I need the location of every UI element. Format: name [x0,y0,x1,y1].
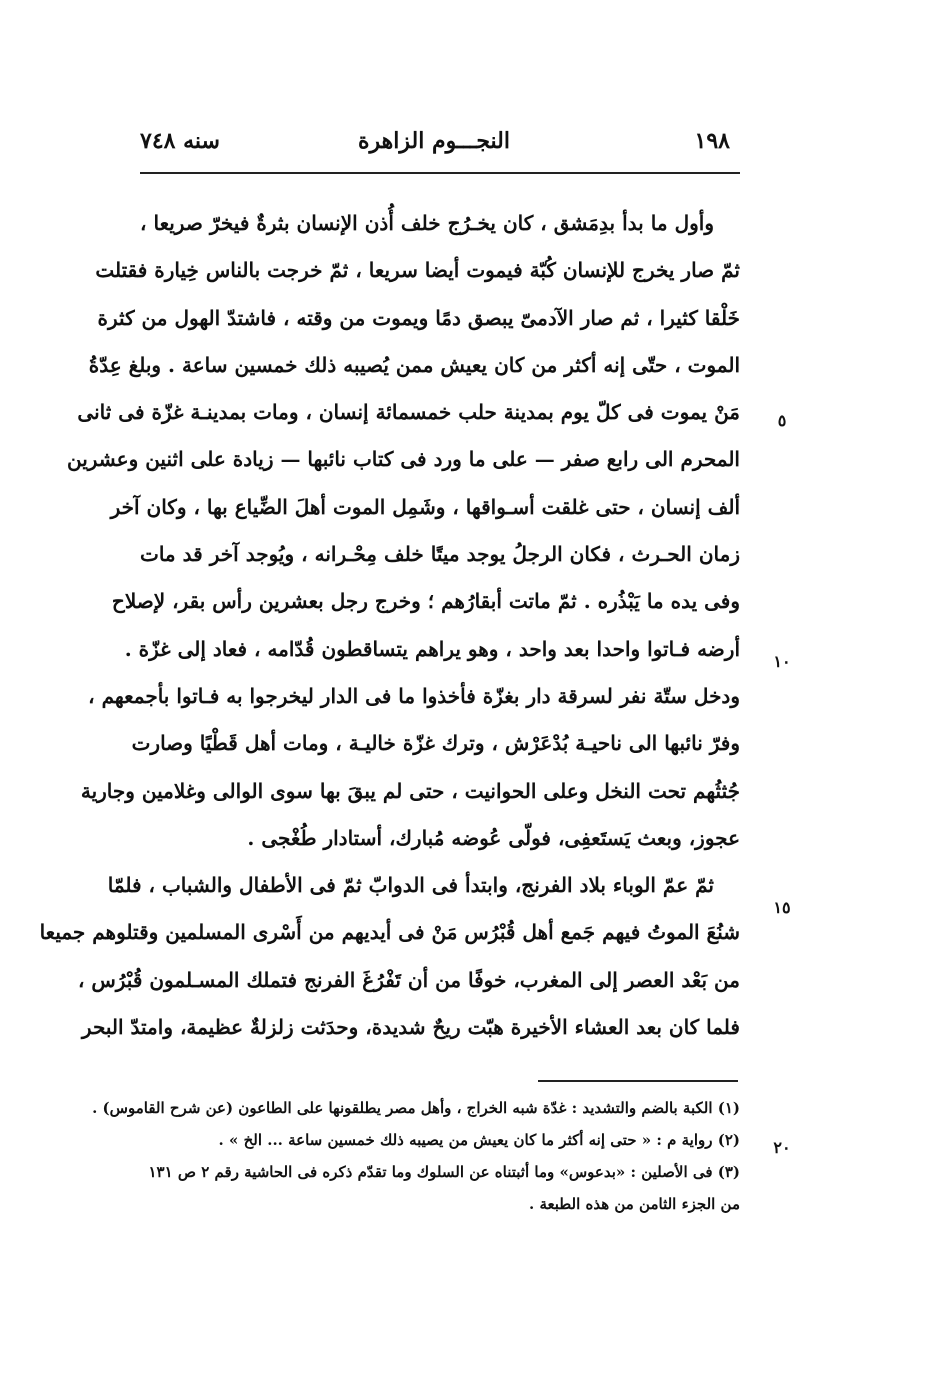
text-line: وفى يده ما يَبْذُره . ثمّ ماتت أبقارُهم ؛ وخرج رجل بعشرين رأس بقر، لإصلاح [111,589,740,614]
text-line: وفرّ نائبها الى ناحيـة بُدْعَرْش ، وترك غزّة خاليـة ، ومات أهل قَطْيًا وصارت [131,731,740,756]
footnote: (١) الكبة بالضم والتشديد : غدّة شبه الخراج ، وأهل مصر يطلقونها على الطاعون (عن شرح القاموس) . [92,1099,740,1117]
text-line: ألف إنسان ، حتى غلقت أسـواقها ، وشَمِل الموت أهلَ الضِّياع بها ، وكان آخر [110,494,740,519]
line-number-marker: ٥ [777,411,787,430]
main-text [39,200,740,1051]
text-line: خَلْقا كثيرا ، ثم صار الآدمىّ يبصق دمًا ويموت من وقته ، فاشتدّ الهول من كثرة [97,305,740,330]
text-line: الموت ، حتّى إنه أكثر من كان يعيش ممن يُصيبه ذلك خمسين ساعة . وبلغ عِدّةُ [88,352,740,377]
line-number-marker: ١٥ [773,898,791,917]
text-line: المحرم الى رابع صفر — على ما ورد فى كتاب نائبها — زيادة على اثنين وعشرين [66,447,740,472]
header-rule [140,172,740,174]
text-line: ودخل ستّة نفر لسرقة دار بغزّة فأخذوا ما فى الدار ليخرجوا به فـاتوا بأجمعهم ، [88,683,740,708]
year-label: سنه ٧٤٨ [140,128,220,154]
footnote-continuation: من الجزء الثامن من هذه الطبعة . [529,1195,740,1213]
text-line: جُثثُهم تحت النخل وعلى الحوانيت ، حتى لم يبقَ بها سوى الوالى وغلامين وجارية [80,778,740,803]
text-line: ثمّ عمّ الوباء بلاد الفرنج، وابتدأ فى الدوابّ ثمّ فى الأطفال والشباب ، فلمّا [107,873,714,898]
page-number: ١٩٨ [694,128,730,154]
text-line: أرضه فـاتوا واحدا بعد واحد ، وهو يراهم يتساقطون قُدّامه ، فعاد إلى غزّة . [124,636,740,661]
footnote-rule [538,1080,738,1082]
footnote: (٣) فى الأصلين : «بدعوس» وما أثبتناه عن السلوك وما تقدّم ذكره فى الحاشية رقم ٢ ص ١٣١ [148,1163,740,1181]
footnote: (٢) رواية م : « حتى إنه أكثر ما كان يعيش من يصيبه ذلك خمسين ساعة ... الخ » . [218,1131,740,1149]
page-header [140,128,740,168]
running-title: النجـــوم الزاهرة [358,128,510,154]
text-line: مَنْ يموت فى كلّ يوم بمدينة حلب خمسمائة إنسان ، ومات بمدينـة غزّة فى ثانى [77,400,740,425]
text-line: وأول ما بدأ بدِمَشق ، كان يخـرُج خلف أُذن الإنسان بثرةٌ فيخرّ صريعا ، [140,211,714,235]
footnotes [92,1092,740,1220]
line-number-marker: ١٠ [773,652,791,671]
text-line: من بَعْد العصر إلى المغرب، خوفًا من أن تَفْرُغَ الفرنج فتملك المسـلمون قُبْرُس ، [77,967,740,992]
text-line: فلما كان بعد العشاء الأخيرة هبّت ريحٌ شديدة، وحدَثت زلزلةٌ عظيمة، وامتدّ البحر [81,1015,740,1040]
text-line: شنُعَ الموتُ فيهم جَمع أهل قُبْرُس مَنْ فى أيديهم من أَسْرى المسلمين وقتلوهم جميعا [39,920,740,945]
text-line: زمان الحـرث ، فكان الرجلُ يوجد ميتًا خلف مِحْـرانه ، ويُوجد آخر قد مات [140,542,740,567]
text-line: ثمّ صار يخرج للإنسان كُبّة فيموت أيضا سريعا ، ثمّ خرجت بالناس خِيارة فقتلت [95,258,740,283]
line-number-marker: ٢٠ [773,1138,791,1157]
text-line: عجوز، وبعث يَستَعفِى، فولّى عُوضه مُبارك، أستادار طُغْجى . [247,825,740,850]
